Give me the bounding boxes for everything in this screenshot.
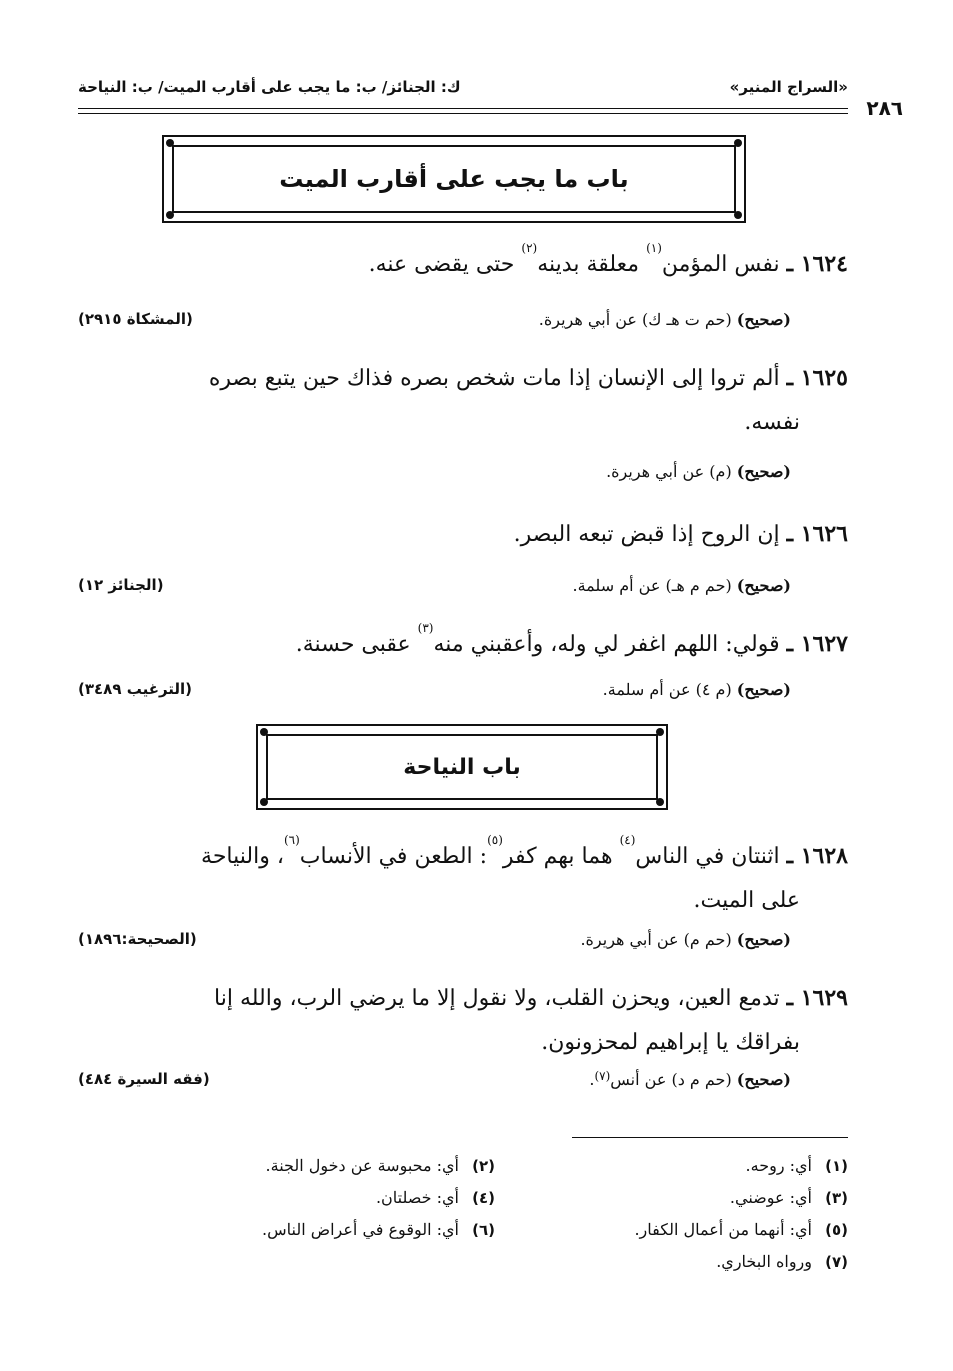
hadith-grade: (صحيح) (736, 680, 791, 699)
hadith-grade: (صحيح) (736, 576, 791, 595)
chapter-title: باب ما يجب على أقارب الميت (279, 165, 629, 193)
hadith-1624 (78, 242, 848, 287)
footnote (376, 1182, 495, 1214)
hadith-number: ١٦٢٥ ـ (786, 365, 848, 391)
hadith-text: اثنتان في الناس (635, 844, 780, 869)
hadith-text: إن الروح إذا قبض تبعه البصر. (513, 522, 780, 547)
hadith-reference: (الجنائز ١٢) (78, 576, 164, 594)
hadith-grade: (صحيح) (736, 310, 791, 329)
hadith-text: تدمع العين، ويحزن القلب، ولا نقول إلا ما يرضي الرب، والله إنا (214, 986, 780, 1011)
footnote-text: أي: روحه. (745, 1156, 812, 1175)
footnote-row (78, 1150, 848, 1182)
takhrij-text: (م ٤) عن أم سلمة. (602, 680, 737, 699)
hadith-source (78, 462, 791, 488)
footnote-number: (٦) (472, 1221, 495, 1239)
footnote (634, 1214, 848, 1246)
header-rule (78, 108, 848, 109)
footnote-number: (٤) (472, 1189, 495, 1207)
footnote (746, 1150, 848, 1182)
hadith-text: ألم تروا إلى الإنسان إذا مات شخص بصره فذاك حين يتبع بصره (208, 366, 780, 391)
hadith-text: معلقة بدينه (537, 252, 647, 277)
hadith-source (78, 930, 791, 956)
hadith-text-continued: على الميت. (693, 888, 800, 913)
hadith-takhrij (606, 462, 791, 481)
hadith-text-continued: بفراقك يا إبراهيم لمحزونون. (541, 1030, 800, 1055)
footnote-number: (٥) (825, 1221, 848, 1239)
hadith-source (78, 1070, 791, 1096)
hadith-source (78, 576, 791, 602)
footnote-marker[interactable]: (٥) (487, 833, 503, 847)
hadith-text: نفس المؤمن (661, 252, 780, 277)
footnote-marker[interactable]: (٦) (283, 833, 300, 847)
footnote-text: أي: محبوسة عن دخول الجنة. (265, 1156, 459, 1175)
hadith-1629 (78, 976, 848, 1065)
hadith-1626 (78, 512, 848, 557)
hadith-takhrij (603, 680, 791, 699)
hadith-number: ١٦٢٤ ـ (786, 251, 848, 277)
chapter-title: باب النياحة (403, 754, 521, 780)
hadith-number: ١٦٢٨ ـ (786, 843, 848, 869)
hadith-source (78, 310, 791, 336)
hadith-1627 (78, 622, 848, 667)
hadith-takhrij (539, 310, 791, 329)
hadith-takhrij (573, 576, 791, 595)
page-number: ٢٨٦ (866, 96, 903, 120)
hadith-text: ، والنياحة (201, 844, 284, 869)
takhrij-text: (حم م هـ) عن أم سلمة. (572, 576, 737, 595)
footnote-text: ورواه البخاري. (716, 1252, 812, 1271)
hadith-1628 (78, 834, 848, 923)
footnote-marker[interactable]: (٢) (521, 241, 538, 255)
footnote-marker[interactable]: (٣) (417, 621, 434, 635)
footnotes (78, 1150, 848, 1278)
hadith-takhrij (589, 1070, 791, 1089)
footnote-marker[interactable]: (٧) (594, 1069, 611, 1083)
footnote-number: (٣) (825, 1189, 848, 1207)
hadith-number: ١٦٢٧ ـ (786, 631, 848, 657)
takhrij-text: . (589, 1070, 595, 1089)
footnote (266, 1150, 495, 1182)
hadith-reference: (فقه السيرة ٤٨٤) (78, 1070, 210, 1088)
footnote-number: (٢) (472, 1157, 495, 1175)
takhrij-text: (م) عن أبي هريرة. (606, 462, 737, 481)
hadith-number: ١٦٢٦ ـ (786, 521, 848, 547)
chapter-title-box (256, 724, 668, 810)
hadith-number: ١٦٢٩ ـ (786, 985, 848, 1011)
footnote (716, 1246, 848, 1278)
footnote-marker[interactable]: (١) (646, 241, 662, 255)
footnote-separator (572, 1137, 848, 1138)
hadith-grade: (صحيح) (736, 462, 791, 481)
footnote-row (78, 1246, 848, 1278)
footnote (730, 1182, 848, 1214)
footnote-row (78, 1182, 848, 1214)
footnote-text: أي: الوقوع في أعراض الناس. (262, 1220, 459, 1239)
footnote-text: أي: خصلتان. (375, 1188, 459, 1207)
takhrij-text: (حم م) عن أبي هريرة. (580, 930, 737, 949)
hadith-text: : الطعن في الأنساب (299, 844, 488, 869)
chapter-title-box (162, 135, 746, 223)
hadith-text: عقبى حسنة. (295, 632, 418, 657)
book-title: «السراج المنير» (729, 78, 848, 96)
hadith-text: قولي: اللهم اغفر لي وله، وأعقبني منه (433, 632, 780, 657)
footnote (262, 1214, 495, 1246)
footnote-text: أي: عوضني. (729, 1188, 812, 1207)
hadith-reference: (الصحيحة:١٨٩٦) (78, 930, 197, 948)
hadith-text: هما بهم كفر (502, 844, 620, 869)
footnote-number: (٧) (825, 1253, 848, 1271)
hadith-takhrij (580, 930, 791, 949)
hadith-1625 (78, 356, 848, 445)
hadith-grade: (صحيح) (736, 1070, 791, 1089)
hadith-reference: (الترغيب ٣٤٨٩) (78, 680, 193, 698)
takhrij-text: (حم م د) عن أنس (610, 1070, 737, 1089)
hadith-text-continued: نفسه. (744, 410, 800, 435)
footnote-number: (١) (825, 1157, 848, 1175)
hadith-reference: (المشكاة ٢٩١٥) (78, 310, 193, 328)
footnote-marker[interactable]: (٤) (619, 833, 636, 847)
header-rule-double (78, 113, 848, 114)
takhrij-text: (حم ت هـ ك) عن أبي هريرة. (538, 310, 737, 329)
footnote-row (78, 1214, 848, 1246)
hadith-text: حتى يقضى عنه. (368, 252, 522, 277)
running-header (78, 78, 848, 104)
section-title: ك: الجنائز/ ب: ما يجب على أقارب الميت/ ب: النياحة (78, 78, 461, 96)
hadith-source (78, 680, 791, 706)
footnote-text: أي: أنهما من أعمال الكفار. (634, 1220, 812, 1239)
hadith-grade: (صحيح) (736, 930, 791, 949)
